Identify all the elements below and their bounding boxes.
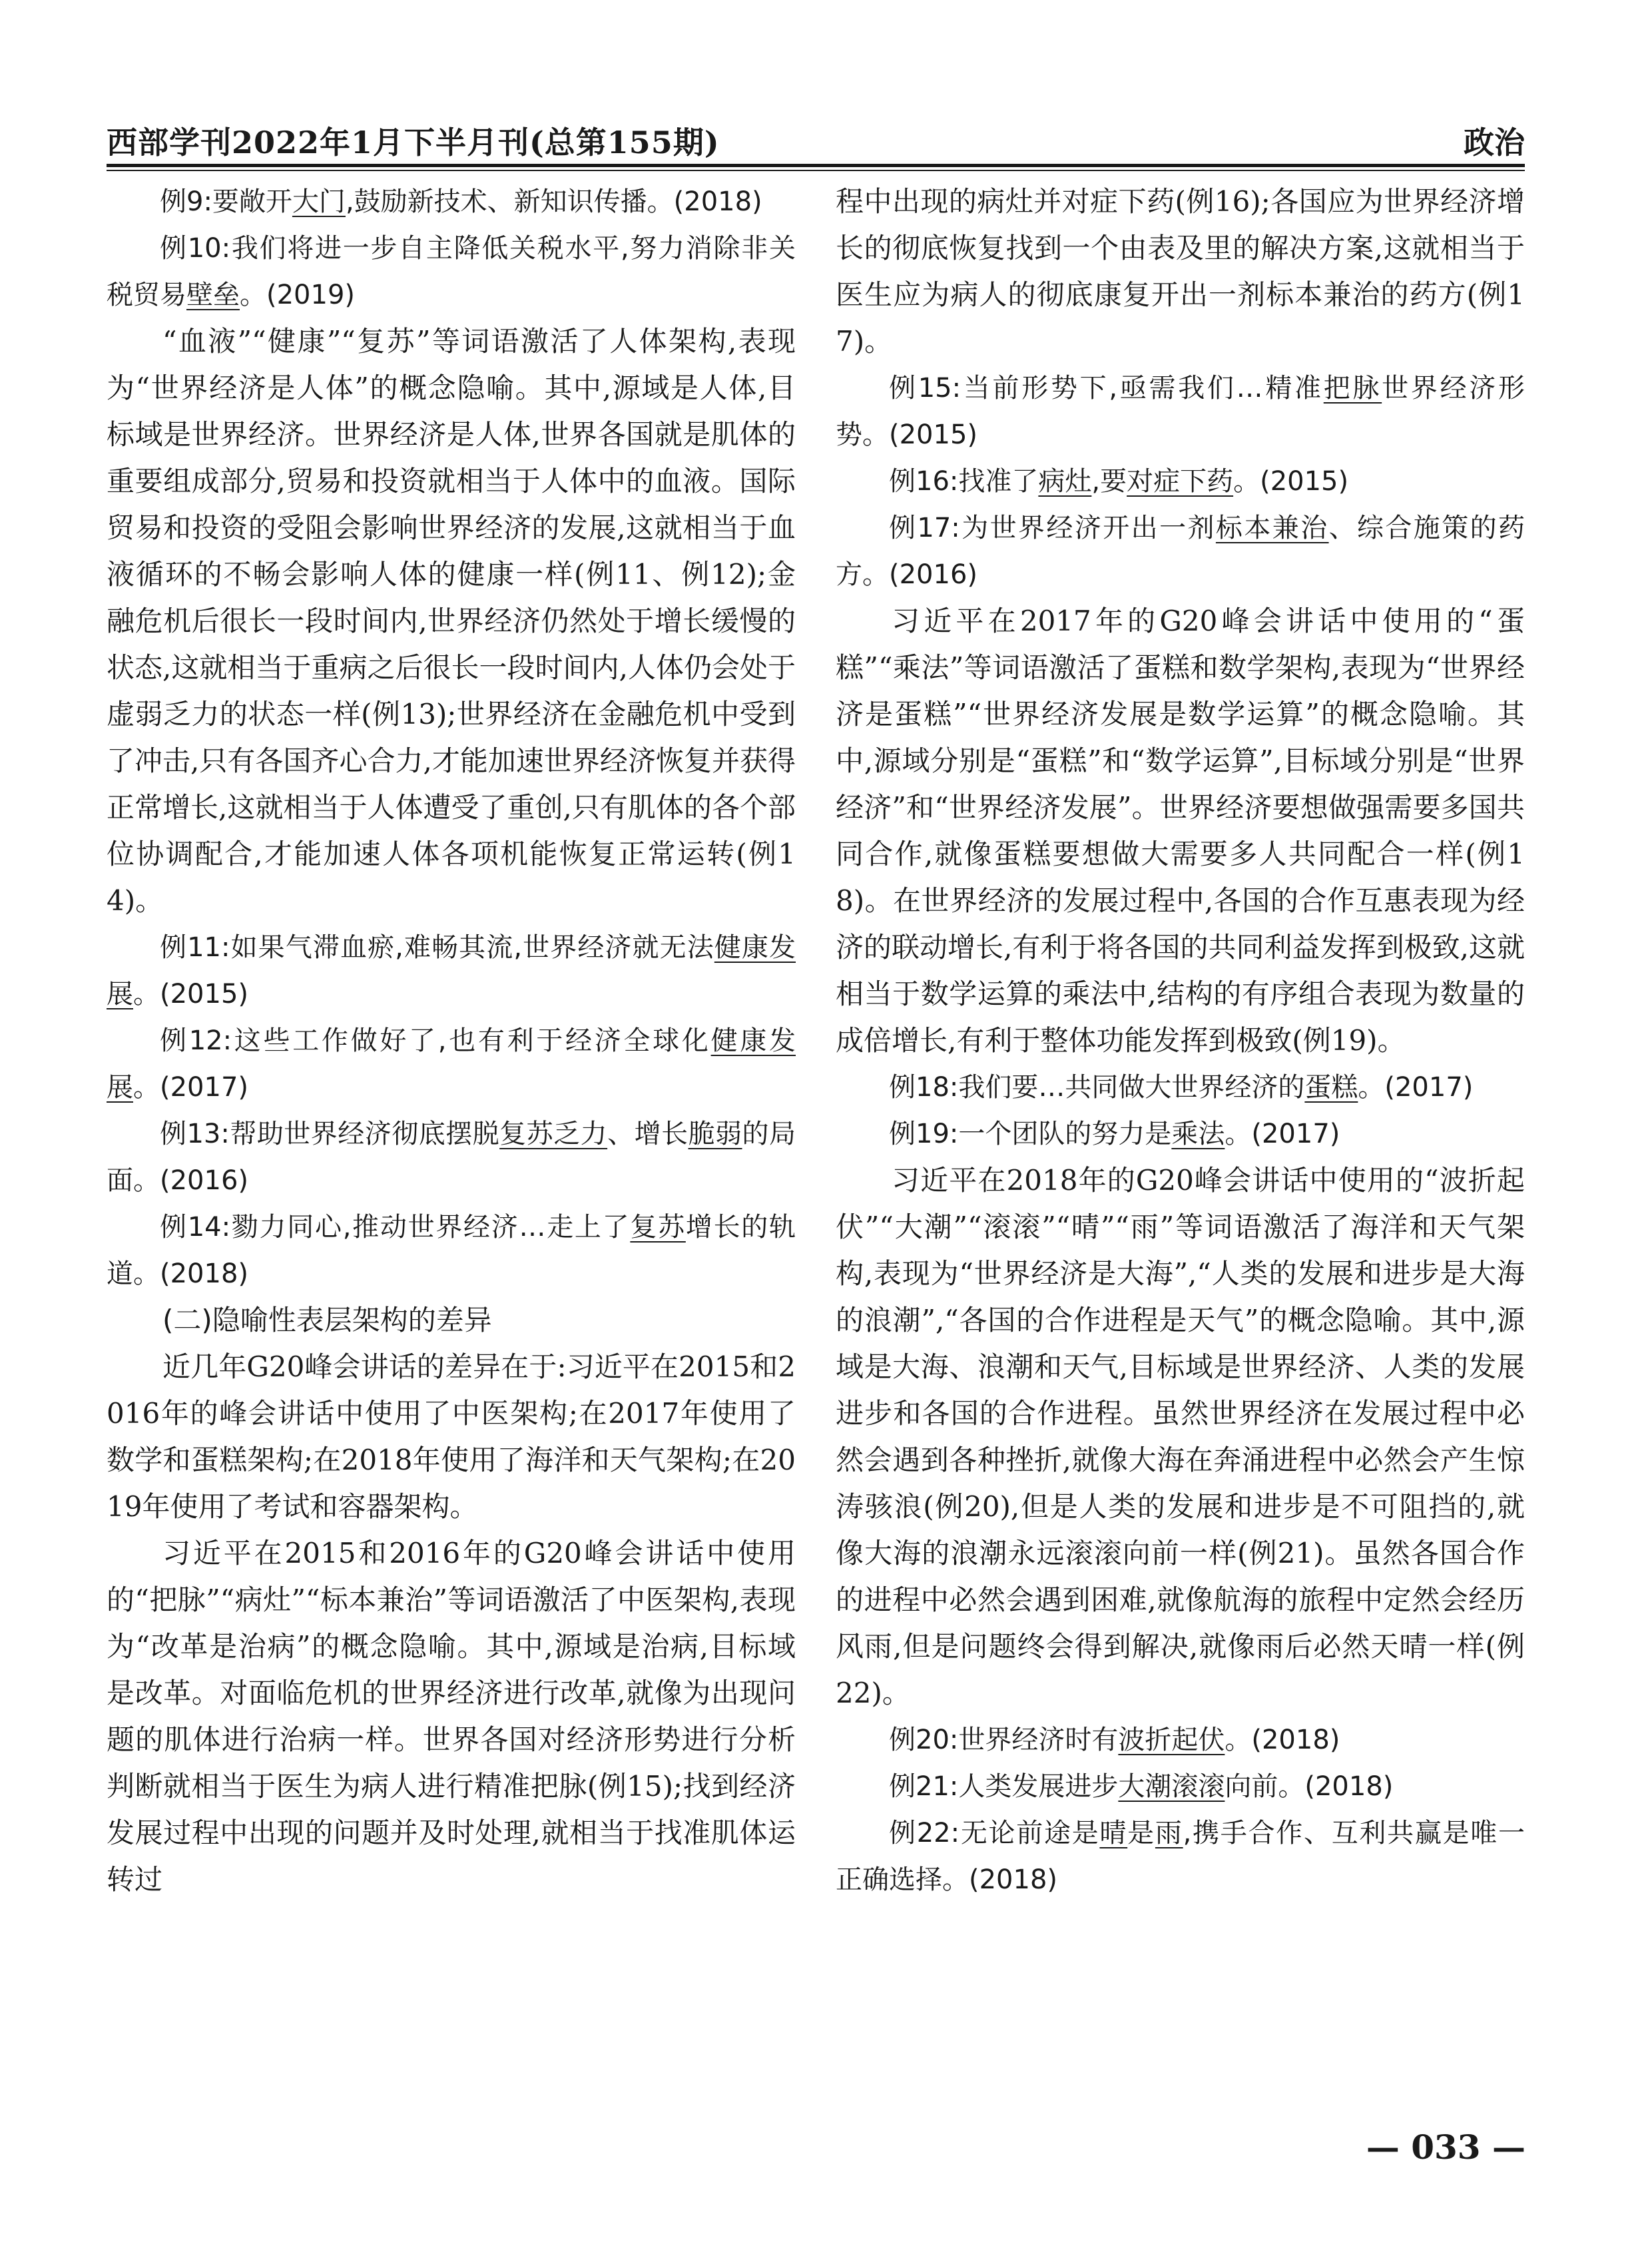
underlined-term: 乘法 <box>1171 1119 1225 1149</box>
body-paragraph <box>107 1530 796 1903</box>
underlined-term: 标本兼治 <box>1215 513 1329 543</box>
underlined-term: 复苏乏力 <box>499 1119 608 1149</box>
underlined-term: 大潮滚滚 <box>1118 1771 1225 1802</box>
example-paragraph <box>836 365 1525 458</box>
underlined-term: 把脉 <box>1323 373 1382 404</box>
text-run: 习近平在2017年的G20峰会讲话中使用的“蛋糕”“乘法”等词语激活了蛋糕和数学架构,表现为“世界经济是蛋糕”“世界经济发展是数学运算”的概念隐喻。其中,源域分别是“蛋糕”和“数学运算”,目标域分别是“世界经济”和“世界经济发展”。世界经济要想做强需要多国共同合作,就像蛋糕要想做大需要多人共同配合一样(例18)。在世界经济的发展过程中,各国的合作互惠表现为经济的联动增长,有利于将各国的共同利益发挥到极致,这就相当于数学运算的乘法中,结构的有序组合表现为数量的成倍增长,有利于整体功能发挥到极致(例19)。 <box>836 605 1525 1057</box>
text-run: 例11:如果气滞血瘀,难畅其流,世界经济就无法 <box>160 932 714 963</box>
text-run: 近几年G20峰会讲话的差异在于:习近平在2015和2016年的峰会讲话中使用了中医架构;在2017年使用了数学和蛋糕架构;在2018年使用了海洋和天气架构;在2019年使用了考试和容器架构。 <box>107 1350 796 1523</box>
body-paragraph <box>836 1157 1525 1717</box>
text-run: 。(2017) <box>1358 1072 1474 1103</box>
text-run: 增长的轨道。(2018) <box>107 1212 796 1289</box>
text-run: 例15:当前形势下,亟需我们…精准 <box>889 373 1324 404</box>
text-run: 世界经济形势。(2015) <box>836 373 1525 450</box>
example-paragraph <box>107 1017 796 1111</box>
text-run: 例10:我们将进一步自主降低关税水平,努力消除非关税贸易 <box>107 233 796 310</box>
text-run: “血液”“健康”“复苏”等词语激活了人体架构,表现为“世界经济是人体”的概念隐喻。其中,源域是人体,目标域是世界经济。世界经济是人体,世界各国就是肌体的重要组成部分,贸易和投资就相当于人体中的血液。国际贸易和投资的受阻会影响世界经济的发展,这就相当于血液循环的不畅会影响人体的健康一样(例11、例12);金融危机后很长一段时间内,世界经济仍然处于增长缓慢的状态,这就相当于重病之后很长一段时间内,人体仍会处于虚弱乏力的状态一样(例13);世界经济在金融危机中受到了冲击,只有各国齐心合力,才能加速世界经济恢复并获得正常增长,这就相当于人体遭受了重创,只有肌体的各个部位协调配合,才能加速人体各项机能恢复正常运转(例14)。 <box>107 325 796 917</box>
example-paragraph <box>836 1810 1525 1903</box>
text-run: 是 <box>1127 1818 1155 1848</box>
underlined-term: 对症下药 <box>1127 466 1234 497</box>
text-run: 例9:要敞开 <box>160 186 292 217</box>
underlined-term: 大门 <box>292 186 346 217</box>
text-run: ,要 <box>1091 466 1127 497</box>
header-rule-thick <box>107 164 1525 167</box>
text-run: 例14:勠力同心,推动世界经济…走上了 <box>160 1212 631 1243</box>
text-run: 。(2017) <box>1225 1119 1340 1149</box>
body-paragraph <box>836 598 1525 1064</box>
example-paragraph <box>836 1064 1525 1111</box>
underlined-term: 晴 <box>1099 1818 1128 1848</box>
example-paragraph <box>836 1717 1525 1763</box>
text-run: 。(2015) <box>1233 466 1349 497</box>
example-paragraph <box>107 1204 796 1297</box>
text-run: 例18:我们要…共同做大世界经济的 <box>889 1072 1305 1103</box>
right-column <box>836 178 1525 1903</box>
text-run: 例19:一个团队的努力是 <box>889 1119 1172 1149</box>
underlined-term: 壁垒 <box>186 280 240 310</box>
text-run: 例12:这些工作做好了,也有利于经济全球化 <box>160 1025 711 1056</box>
subsection-heading <box>107 1297 796 1344</box>
example-paragraph <box>836 1111 1525 1157</box>
example-paragraph <box>107 924 796 1017</box>
underlined-term: 病灶 <box>1038 466 1092 497</box>
underlined-term: 脆弱 <box>688 1119 742 1149</box>
body-paragraph <box>107 318 796 924</box>
example-paragraph <box>836 458 1525 505</box>
text-run: 例21:人类发展进步 <box>889 1771 1119 1802</box>
header-rule-thin <box>107 170 1525 171</box>
text-run: (二)隐喻性表层架构的差异 <box>162 1304 492 1336</box>
example-paragraph <box>836 505 1525 598</box>
underlined-term: 复苏 <box>630 1212 686 1243</box>
text-run: 例22:无论前途是 <box>889 1818 1100 1848</box>
text-run: 、综合施策的药方。(2016) <box>836 513 1525 590</box>
text-run: 向前。(2018) <box>1225 1771 1394 1802</box>
underlined-term: 蛋糕 <box>1304 1072 1358 1103</box>
example-paragraph <box>107 178 796 225</box>
text-run: 程中出现的病灶并对症下药(例16);各国应为世界经济增长的彻底恢复找到一个由表及里的解决方案,这就相当于医生应为病人的彻底康复开出一剂标本兼治的药方(例17)。 <box>836 185 1525 358</box>
text-run: ,携手合作、互利共赢是唯一正确选择。(2018) <box>836 1818 1525 1895</box>
underlined-term: 健康发展 <box>107 932 796 1009</box>
text-run: 例20:世界经济时有 <box>889 1725 1119 1755</box>
underlined-term: 健康发展 <box>107 1025 796 1103</box>
underlined-term: 波折起伏 <box>1118 1725 1225 1755</box>
text-run: 习近平在2015和2016年的G20峰会讲话中使用的“把脉”“病灶”“标本兼治”等词语激活了中医架构,表现为“改革是治病”的概念隐喻。其中,源域是治病,目标域是改革。对面临危机的世界经济进行改革,就像为出现问题的肌体进行治病一样。世界各国对经济形势进行分析判断就相当于医生为病人进行精准把脉(例15);找到经济发展过程中出现的问题并及时处理,就相当于找准肌体运转过 <box>107 1537 796 1896</box>
example-paragraph <box>107 1111 796 1204</box>
text-run: ,鼓励新技术、新知识传播。(2018) <box>345 186 762 217</box>
running-header <box>107 113 1525 160</box>
text-run: 例16:找准了 <box>889 466 1039 497</box>
text-run: 例17:为世界经济开出一剂 <box>889 513 1216 543</box>
underlined-term: 雨 <box>1155 1818 1183 1848</box>
body-paragraph-continued <box>836 178 1525 365</box>
text-run: 的局面。(2016) <box>107 1119 796 1196</box>
body-paragraph <box>107 1344 796 1530</box>
text-run: 例13:帮助世界经济彻底摆脱 <box>160 1119 500 1149</box>
journal-title: 西部学刊2022年1月下半月刊(总第155期) <box>107 125 720 160</box>
example-paragraph <box>836 1763 1525 1810</box>
text-run: 。(2018) <box>1225 1725 1340 1755</box>
text-run: 。(2019) <box>240 280 356 310</box>
text-run: 、增长 <box>607 1119 688 1149</box>
left-column <box>107 178 796 1903</box>
text-run: 。(2017) <box>133 1072 249 1103</box>
text-run: 。(2015) <box>133 979 249 1009</box>
text-run: 习近平在2018年的G20峰会讲话中使用的“波折起伏”“大潮”“滚滚”“晴”“雨”等词语激活了海洋和天气架构,表现为“世界经济是大海”,“人类的发展和进步是大海的浪潮”,“各国的合作进程是天气”的概念隐喻。其中,源域是大海、浪潮和天气,目标域是世界经济、人类的发展进步和各国的合作进程。虽然世界经济在发展过程中必然会遇到各种挫折,就像大海在奔涌进程中必然会产生惊涛骇浪(例20),但是人类的发展和进步是不可阻挡的,就像大海的浪潮永远滚滚向前一样(例21)。虽然各国合作的进程中必然会遇到困难,就像航海的旅程中定然会经历风雨,但是问题终会得到解决,就像雨后必然天晴一样(例22)。 <box>836 1164 1525 1709</box>
page-number: — 033 — <box>1366 2127 1525 2167</box>
section-title: 政治 <box>1464 125 1525 160</box>
example-paragraph <box>107 225 796 318</box>
